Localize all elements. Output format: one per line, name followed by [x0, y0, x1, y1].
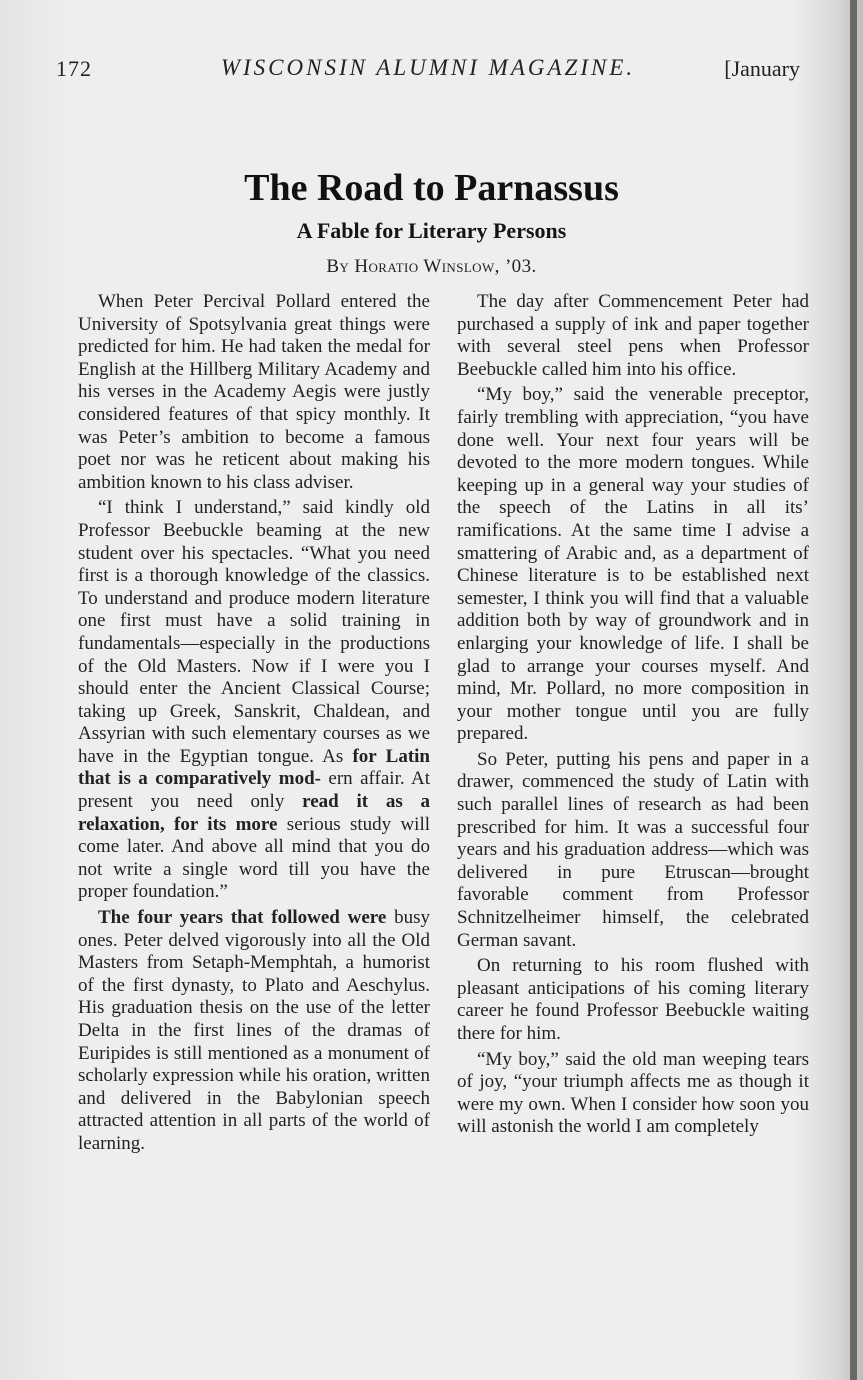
- paragraph: The day after Commencement Peter had purchased a supply of ink and paper together with several steel pens when Professor Beebuckle called him into his office.: [457, 291, 809, 380]
- right-column: [457, 291, 809, 1142]
- magazine-name: WISCONSIN ALUMNI MAGAZINE.: [220, 55, 636, 80]
- paragraph: On returning to his room flushed with pleasant anticipations of his coming literary career he found Professor Beebuckle waiting there for him.: [457, 955, 809, 1044]
- issue-month: [January: [724, 56, 800, 81]
- paragraph: [78, 497, 430, 904]
- paragraph: “My boy,” said the venerable preceptor, fairly trembling with appreciation, “you have done well. Your next four years will be devoted to the more modern tongues. While keeping up in a general way your studies of the speech of the Latins in all its’ ramifications. At the same time I advise a smattering of Arabic and, as a department of Chinese literature is to be established next semester, I think you will find that a valuable addition both by way of groundwork and in enlarging your knowledge of life. I shall be glad to arrange your courses myself. And mind, Mr. Pollard, no more composition in your mother tongue until you are fully prepared.: [457, 384, 809, 745]
- paragraph: So Peter, putting his pens and paper in a drawer, commenced the study of Latin with such parallel lines of research as had been prescribed for him. It was a successful four years and his graduation address—which was delivered in pure Etruscan—brought favorable comment from Professor Schnitzelheimer himself, the celebrated German savant.: [457, 748, 809, 951]
- text-run-bold: read it as a relaxation, for its more: [78, 791, 431, 835]
- left-column: [78, 291, 430, 1159]
- page-number: 172: [56, 56, 92, 81]
- article-byline: By Horatio Winslow, ’03.: [326, 256, 537, 277]
- article-subtitle: A Fable for Literary Persons: [296, 218, 567, 243]
- paragraph: [78, 907, 430, 1156]
- text-run: “I think I understand,” said kindly old Professor Beebuckle beaming at the new student over his spectacles. “What you need first is a thorough knowledge of the classics. To understand and produce modern literature one first must have a solid training in fundamentals—especially in the productions of the Old Masters. Now if I were you I should enter the Ancient Classical Course; taking up Greek, Sanskrit, Chaldean, and Assyrian with such elementary courses as we have in the Egyptian tongue. As: [78, 497, 430, 767]
- paragraph: “My boy,” said the old man weeping tears of joy, “your triumph affects me as though it were my own. When I consider how soon you will astonish the world I am completely: [457, 1048, 809, 1138]
- running-header: [56, 50, 800, 90]
- text-run-bold: The four years that followed were: [98, 907, 387, 929]
- text-run: serious study will come later. And above all mind that you do not write a single word till you have the proper foundation.”: [78, 813, 431, 903]
- paragraph: When Peter Percival Pollard entered the University of Spotsylvania great things were predicted for him. He had taken the medal for English at the Hillberg Military Academy and his verses in the Academy Aegis were justly considered features of that spicy monthly. It was Peter’s ambition to become a famous poet nor was he reticent about making his ambition known to his class adviser.: [78, 291, 430, 493]
- text-run: busy ones. Peter delved vigorously into all the Old Masters from Setaph-Memphtah, a humorist of the first dynasty, to Plato and Aeschylus. His graduation thesis on the use of the letter Delta in the first lines of the dramas of Euripides is still mentioned as a monument of scholarly expression while his oration, written and delivered in the Babylonian speech attracted attention in all parts of the world of learning.: [78, 907, 431, 1154]
- text-run: ern affair. At present you need only: [78, 768, 431, 813]
- text-run-bold: for Latin that is a comparatively mod-: [78, 745, 430, 790]
- article-title: The Road to Parnassus: [244, 167, 619, 209]
